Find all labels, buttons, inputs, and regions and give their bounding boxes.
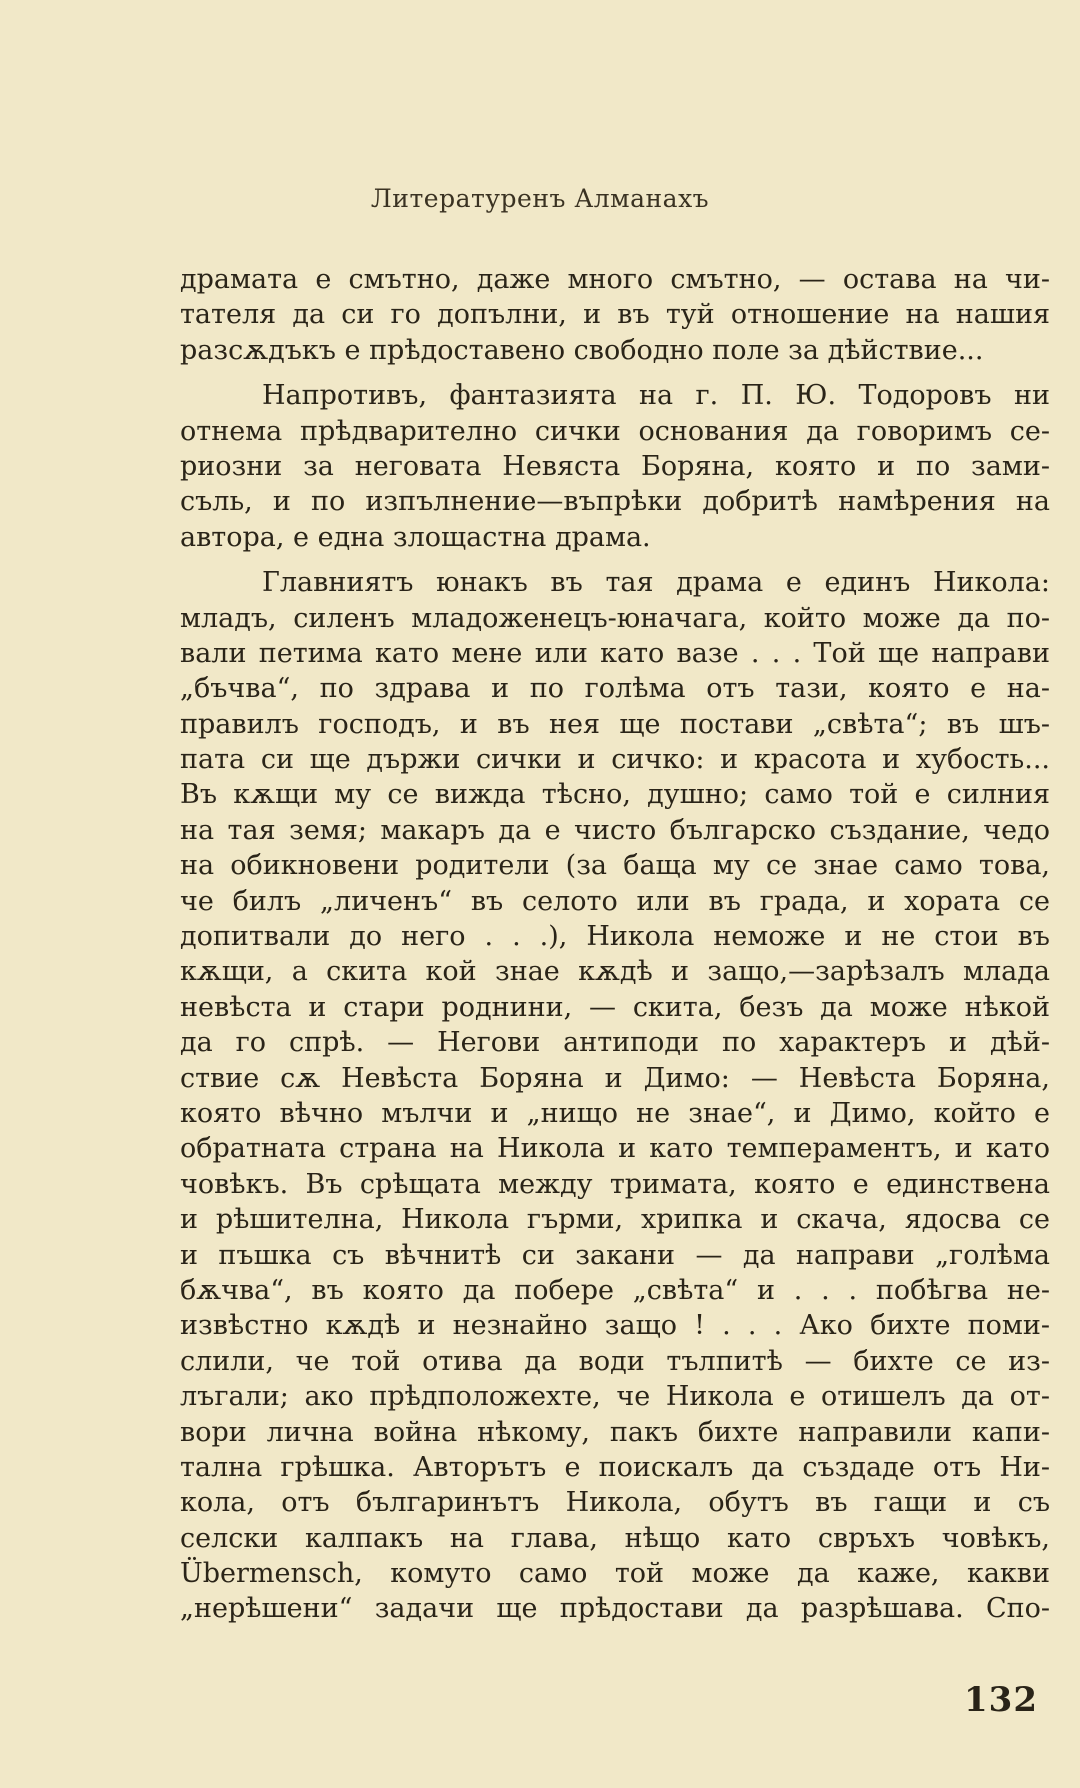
text-line: да го спрѣ. — Негови антиподи по характеръ и дѣй-	[180, 1027, 1050, 1059]
text-line: тална грѣшка. Авторътъ е поискалъ да създаде отъ Ни-	[180, 1451, 1050, 1483]
text-line: драмата е смътно, даже много смътно, — остава на чи-	[180, 264, 1050, 295]
text-line: кола, отъ българинътъ Никола, обутъ въ гащи и съ	[180, 1487, 1050, 1519]
text-line: слили, че той отива да води тълпитѣ — бихте се из-	[180, 1345, 1050, 1377]
text-line: на тая земя; макаръ да е чисто българско създание, чедо	[180, 814, 1050, 846]
paragraph-3	[180, 565, 1050, 1627]
paragraph-1	[180, 262, 1050, 368]
text-line: отнема прѣдварително сички основания да говоримъ се-	[180, 415, 1050, 447]
text-line: на обикновени родители (за баща му се знае само това,	[180, 850, 1050, 882]
text-line: „бъчва“, по здрава и по голѣма отъ тази, която е на-	[180, 673, 1050, 705]
text-line: правилъ господъ, и въ нея ще постави „свѣта“; въ шъ-	[180, 708, 1050, 740]
page-number: 132	[964, 1680, 1038, 1720]
text-line: Напротивъ, фантазията на г. П. Ю. Тодоровъ ни	[262, 380, 1050, 412]
text-line: селски калпакъ на глава, нѣщо като свръхъ човѣкъ,	[180, 1522, 1050, 1554]
text-line: тателя да си го допълни, и въ туй отношение на нашия	[180, 299, 1050, 331]
text-line: че билъ „личенъ“ въ селото или въ града, и хората се	[180, 885, 1050, 917]
text-line: вори лична война нѣкому, пакъ бихте направили капи-	[180, 1416, 1050, 1448]
text-line: вали петима като мене или като вазе . . . Той ще направи	[180, 637, 1050, 669]
text-line: която вѣчно мълчи и „нищо не знае“, и Димо, който е	[180, 1097, 1050, 1129]
text-line: невѣста и стари роднини, — скита, безъ да може нѣкой	[180, 991, 1050, 1023]
body-text	[180, 262, 1050, 1627]
text-line: „нерѣшени“ задачи ще прѣдостави да разрѣшава. Спо-	[180, 1593, 1050, 1625]
text-line: пата си ще държи сички и сичко: и красота и хубость...	[180, 744, 1050, 776]
paragraph-2	[180, 378, 1050, 555]
running-head-title: Литературенъ Алманахъ	[370, 184, 710, 213]
text-line: риозни за неговата Невяста Боряна, която и по зами-	[180, 450, 1050, 482]
text-line: автора, е една злощастна драма.	[180, 521, 651, 553]
text-line: ствие сѫ Невѣста Боряна и Димо: — Невѣста Боряна,	[180, 1062, 1050, 1094]
text-line: извѣстно кѫдѣ и незнайно защо ! . . . Ако бихте поми-	[180, 1310, 1050, 1342]
text-line: кѫщи, а скита кой знае кѫдѣ и защо,—зарѣзалъ млада	[180, 956, 1050, 988]
text-line: допитвали до него . . .), Никола неможе и не стои въ	[180, 921, 1050, 953]
text-line: Übermensch, комуто само той може да каже, какви	[180, 1558, 1050, 1590]
text-line: бѫчва“, въ която да побере „свѣта“ и . . . побѣгва не-	[180, 1274, 1050, 1306]
text-line: и пъшка съ вѣчнитѣ си закани — да направи „голѣма	[180, 1239, 1050, 1271]
text-line: съль, и по изпълнение—въпрѣки добритѣ намѣрения на	[180, 486, 1050, 518]
text-line: Главниятъ юнакъ въ тая драма е единъ Никола:	[262, 567, 1050, 599]
text-line: и рѣшителна, Никола гърми, хрипка и скача, ядосва се	[180, 1204, 1050, 1236]
text-line: разсѫдъкъ е прѣдоставено свободно поле за дѣйствие...	[180, 334, 984, 366]
text-line: човѣкъ. Въ срѣщата между тримата, която е единствена	[180, 1168, 1050, 1200]
text-line: обратната страна на Никола и като темпераментъ, и като	[180, 1133, 1050, 1165]
text-line: лъгали; ако прѣдположехте, че Никола е отишелъ да от-	[180, 1381, 1050, 1413]
text-line: младъ, силенъ младоженецъ-юначага, който може да по-	[180, 602, 1050, 634]
text-line: Въ кѫщи му се вижда тѣсно, душно; само той е силния	[180, 779, 1050, 811]
